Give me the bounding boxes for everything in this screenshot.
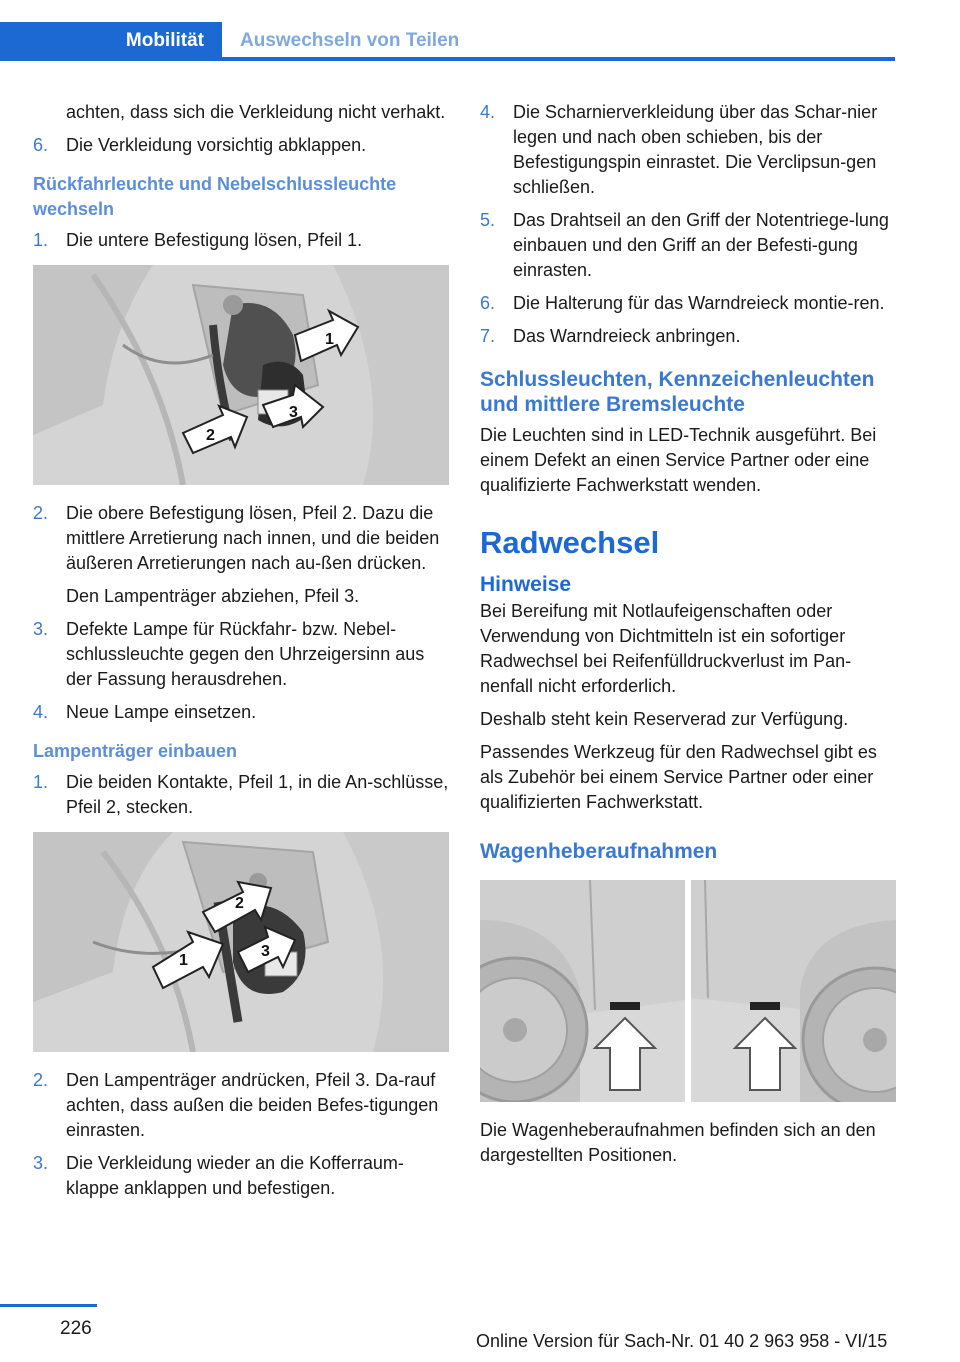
heading-radwechsel: Radwechsel: [480, 525, 660, 560]
jack-points-figure: [480, 880, 896, 1102]
left-column: [33, 100, 449, 1209]
list-number: 2.: [33, 503, 49, 523]
paragraph-notes-2: Deshalb steht kein Reserverad zur Verfügung.: [480, 709, 849, 729]
footer-rule: [0, 1304, 97, 1307]
paragraph-led: Die Leuchten sind in LED-Technik ausgeführt. Bei einem Defekt an einen Service Partner oder eine qualifizierte Fachwerkstatt wenden.: [480, 425, 877, 495]
continued-text: achten, dass sich die Verkleidung nicht verhakt.: [66, 102, 446, 122]
list-number: 7.: [480, 326, 496, 346]
list-item: [33, 228, 449, 253]
page-header: [0, 0, 960, 64]
lamp-install-figure: [33, 832, 449, 1052]
list-item: [33, 617, 449, 692]
arrow-1-label: 1: [325, 331, 334, 348]
right-column: [480, 100, 896, 1176]
list-text: Den Lampenträger andrücken, Pfeil 3. Da‐rauf achten, dass außen die beiden Befes‐tigungen einrasten.: [66, 1070, 439, 1140]
list-number: 3.: [33, 1153, 49, 1173]
tab-section: [222, 22, 895, 61]
list-item: [33, 1068, 449, 1143]
page-number: 226: [60, 1318, 92, 1339]
list-item: [480, 208, 896, 283]
list-number: 4.: [480, 102, 496, 122]
list-number: 1.: [33, 230, 49, 250]
list-text: Die Halterung für das Warndreieck montie‐ren.: [513, 293, 885, 313]
arrow-1-label: 1: [179, 952, 188, 969]
list-text: Die Verkleidung vorsichtig abklappen.: [66, 135, 367, 155]
list-number: 6.: [33, 135, 49, 155]
jack-points-illustration: [480, 880, 896, 1102]
list-item: [480, 100, 896, 200]
list-number: 3.: [33, 619, 49, 639]
list-text: Das Warndreieck anbringen.: [513, 326, 741, 346]
lamp-removal-illustration: [33, 265, 449, 485]
list-text: Das Drahtseil an den Griff der Notentriege‐lung einbauen und den Griff an der Befesti‐gung einrasten.: [513, 210, 889, 280]
footer-online-version: Online Version für Sach-Nr. 01 40 2 963 958 - VI/15: [476, 1331, 888, 1351]
subheading-rueckfahrleuchte: Rückfahrleuchte und Nebelschlussleuchte wechseln: [33, 174, 397, 219]
list-text: Die Scharnierverkleidung über das Schar‐nier legen und nach oben schieben, bis der Befestigungspin einrastet. Die Verclipsun‐gen schließen.: [513, 102, 878, 197]
list-item: [33, 700, 449, 725]
lamp-install-illustration: [33, 832, 449, 1052]
list-text: Die obere Befestigung lösen, Pfeil 2. Dazu die mittlere Arretierung nach innen, und die beiden äußeren Arretierungen nach au‐ßen drücken.: [66, 503, 440, 573]
list-item: [480, 324, 896, 349]
list-number: 4.: [33, 702, 49, 722]
paragraph-jack: Die Wagenheberaufnahmen befinden sich an den dargestellten Positionen.: [480, 1120, 876, 1165]
tab-section-label: Auswechseln von Teilen: [240, 30, 460, 51]
list-number: 5.: [480, 210, 496, 230]
arrow-2-label: 2: [206, 427, 215, 444]
list-item: [33, 501, 449, 576]
list-number: 6.: [480, 293, 496, 313]
arrow-3-label: 3: [289, 404, 298, 421]
list-number: 1.: [33, 772, 49, 792]
paragraph-notes-3: Passendes Werkzeug für den Radwechsel gibt es als Zubehör bei einem Service Partner oder einer qualifizierten Fachwerkstatt.: [480, 742, 877, 812]
arrow-2-label: 2: [235, 895, 244, 912]
lamp-removal-figure: [33, 265, 449, 485]
list-text: Die untere Befestigung lösen, Pfeil 1.: [66, 230, 363, 250]
list-text: Die beiden Kontakte, Pfeil 1, in die An‐schlüsse, Pfeil 2, stecken.: [66, 772, 449, 817]
list-text: Defekte Lampe für Rückfahr- bzw. Nebel‐schlussleuchte gegen den Uhrzeigersinn aus der Fassung herausdrehen.: [66, 619, 425, 689]
list-text: Neue Lampe einsetzen.: [66, 702, 257, 722]
list-item: [33, 770, 449, 820]
paragraph-notes-1: Bei Bereifung mit Notlaufeigenschaften oder Verwendung von Dichtmitteln ist ein sofortiger Radwechsel bei Reifenfülldruckverlust im Pan‐nenfall nicht erforderlich.: [480, 601, 852, 696]
heading-wagenheberaufnahmen: Wagenheberaufnahmen: [480, 840, 718, 863]
list-item: [33, 133, 449, 158]
list-text: Die Verkleidung wieder an die Kofferraum‐klappe anklappen und befestigen.: [66, 1153, 404, 1198]
heading-hinweise: Hinweise: [480, 573, 572, 596]
arrow-3-label: 3: [261, 943, 270, 960]
list-item: [33, 1151, 449, 1201]
heading-schlussleuchten: Schlussleuchten, Kennzeichenleuchten und mittlere Bremsleuchte: [480, 368, 875, 416]
list-item: [480, 291, 896, 316]
list-continuation: Den Lampenträger abziehen, Pfeil 3.: [66, 586, 360, 606]
tab-mobilitaet: [0, 22, 222, 61]
list-number: 2.: [33, 1070, 49, 1090]
subheading-lampentraeger: Lampenträger einbauen: [33, 741, 238, 761]
tab-mobilitaet-label: Mobilität: [125, 30, 204, 51]
